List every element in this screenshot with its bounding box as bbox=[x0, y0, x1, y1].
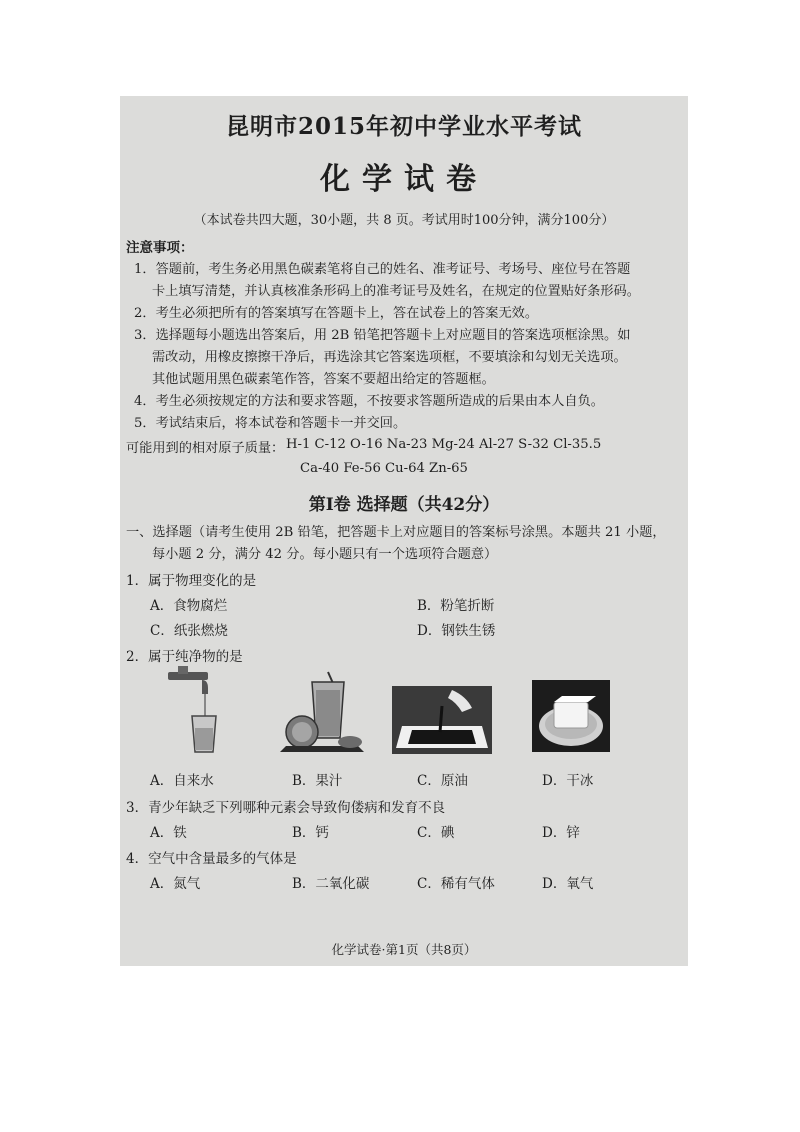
exam-paper-scan bbox=[120, 96, 688, 966]
juice-photo bbox=[278, 668, 374, 754]
notes-line: 2．考生必须把所有的答案填写在答题卡上，答在试卷上的答案无效。 bbox=[134, 306, 539, 321]
question-option: C．原油 bbox=[417, 773, 468, 789]
question-option: C．纸张燃烧 bbox=[150, 623, 228, 639]
question-option: A．食物腐烂 bbox=[150, 598, 228, 614]
question-option: D．干冰 bbox=[542, 773, 594, 789]
notes-line: 需改动，用橡皮擦擦干净后，再选涂其它答案选项框，不要填涂和勾划无关选项。 bbox=[152, 350, 627, 365]
question-option: A．氮气 bbox=[150, 876, 201, 892]
notes-line: 卡上填写清楚，并认真核准条形码上的准考证号及姓名，在规定的位置贴好条形码。 bbox=[152, 284, 640, 299]
question-stem: 4．空气中含量最多的气体是 bbox=[126, 851, 297, 867]
part1-instruction: 每小题 2 分，满分 42 分。每小题只有一个选项符合题意） bbox=[152, 547, 498, 562]
atomic-mass-row-2: Ca-40 Fe-56 Cu-64 Zn-65 bbox=[300, 461, 468, 476]
question-option: D．锌 bbox=[542, 825, 580, 841]
notes-heading: 注意事项： bbox=[126, 240, 194, 256]
notes-line: 3．选择题每小题选出答案后，用 2B 铅笔把答题卡上对应题目的答案选项框涂黑。如 bbox=[134, 328, 631, 343]
question-option: D．氧气 bbox=[542, 876, 594, 892]
section-title: 第Ⅰ卷 选择题（共42分） bbox=[308, 495, 500, 515]
question-option: A．自来水 bbox=[150, 773, 214, 789]
question-option: B．果汁 bbox=[292, 773, 343, 789]
question-option: C．碘 bbox=[417, 825, 455, 841]
question-stem: 3．青少年缺乏下列哪种元素会导致佝偻病和发育不良 bbox=[126, 800, 446, 816]
question-stem: 1．属于物理变化的是 bbox=[126, 573, 257, 589]
question-option: B．二氧化碳 bbox=[292, 876, 370, 892]
question-option: B．粉笔折断 bbox=[417, 598, 495, 614]
question-option: D．钢铁生锈 bbox=[417, 623, 496, 639]
paper-info: （本试卷共四大题，30小题，共 8 页。考试用时100分钟，满分100分） bbox=[193, 213, 615, 228]
notes-line: 其他试题用黑色碳素笔作答，答案不要超出给定的答题框。 bbox=[152, 372, 495, 387]
tap-water-photo bbox=[158, 666, 248, 756]
page-footer: 化学试卷·第1页（共8页） bbox=[331, 942, 477, 957]
paper-title: 化学试卷 bbox=[320, 162, 488, 197]
question-option: A．铁 bbox=[150, 825, 187, 841]
question-option: C．稀有气体 bbox=[417, 876, 495, 892]
notes-line: 1．答题前，考生务必用黑色碳素笔将自己的姓名、准考证号、考场号、座位号在答题 bbox=[134, 262, 631, 277]
question-option: B．钙 bbox=[292, 825, 329, 841]
notes-line: 5．考试结束后，将本试卷和答题卡一并交回。 bbox=[134, 416, 407, 431]
atomic-mass-row-1: H-1 C-12 O-16 Na-23 Mg-24 Al-27 S-32 Cl-35.5 bbox=[286, 437, 602, 452]
question-stem: 2．属于纯净物的是 bbox=[126, 649, 243, 665]
dry-ice-photo bbox=[532, 680, 610, 752]
crude-oil-photo bbox=[392, 686, 492, 754]
atomic-mass-label: 可能用到的相对原子质量： bbox=[126, 441, 285, 456]
part1-instruction: 一、选择题（请考生使用 2B 铅笔，把答题卡上对应题目的答案标号涂黑。本题共 21 小题， bbox=[126, 525, 666, 540]
exam-title: 昆明市2015年初中学业水平考试 bbox=[225, 113, 582, 140]
notes-line: 4．考生必须按规定的方法和要求答题，不按要求答题所造成的后果由本人自负。 bbox=[134, 394, 604, 409]
